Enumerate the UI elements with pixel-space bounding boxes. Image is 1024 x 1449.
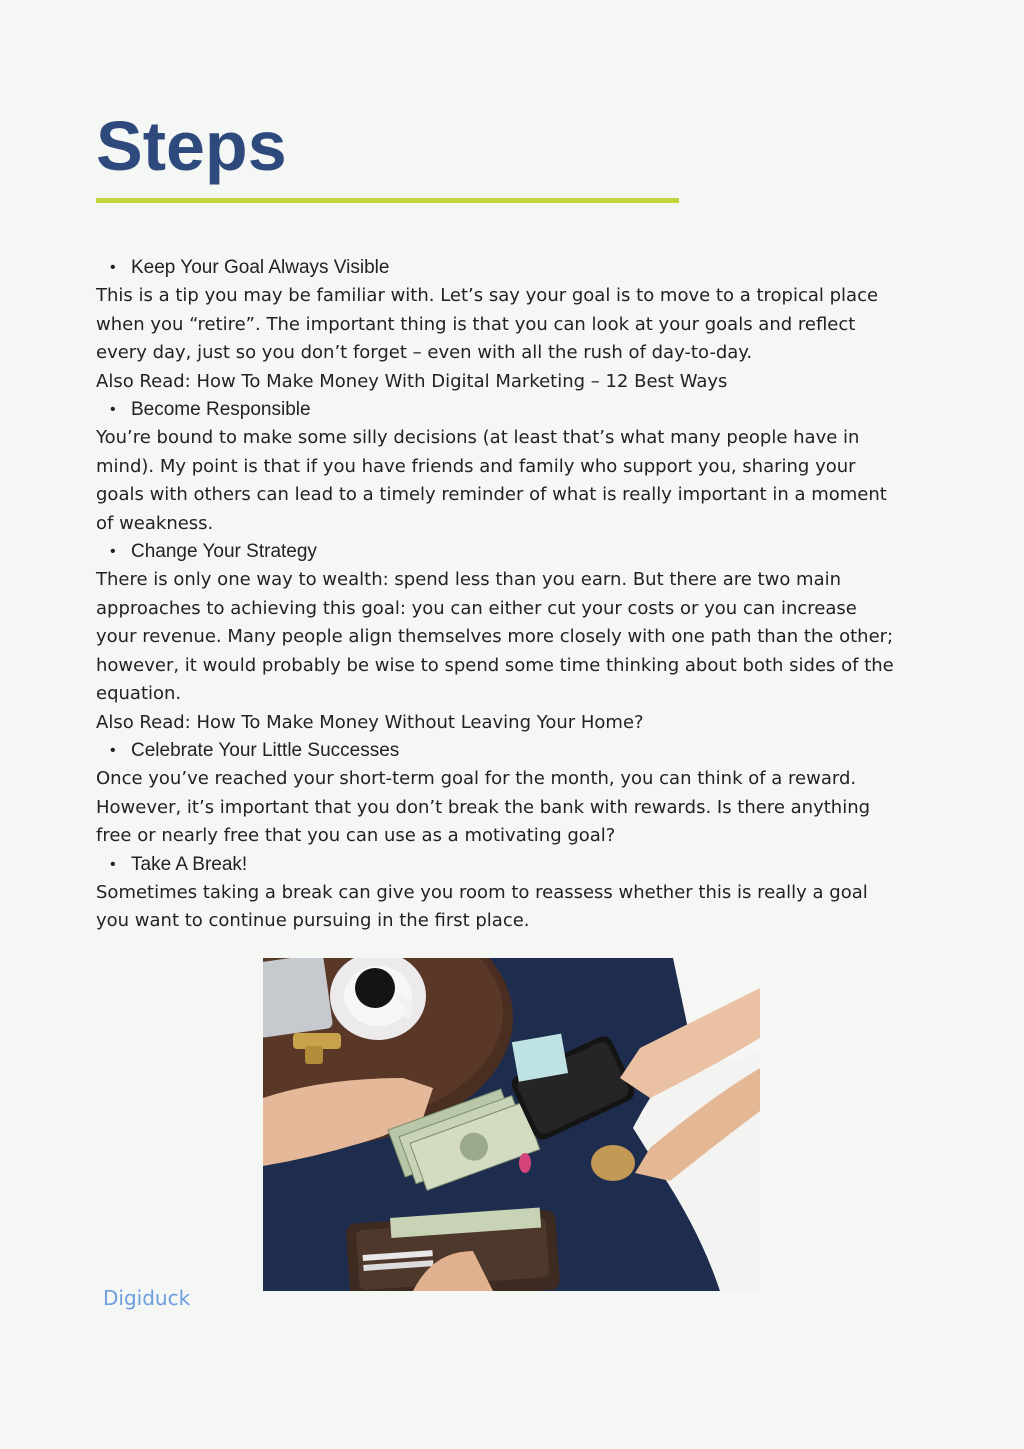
step-list (96, 538, 896, 566)
step-list (96, 851, 896, 879)
brand-label: Digiduck (103, 1286, 191, 1310)
step-heading: • Keep Your Goal Always Visible (96, 254, 896, 282)
step-list (96, 737, 896, 765)
also-read-link[interactable]: Also Read: How To Make Money With Digital Marketing – 12 Best Ways (96, 370, 728, 392)
also-read-link[interactable]: Also Read: How To Make Money Without Leaving Your Home? (96, 711, 644, 733)
article-body (96, 254, 896, 936)
step-heading: • Change Your Strategy (96, 538, 896, 566)
money-exchange-photo (263, 958, 760, 1291)
step-heading: • Become Responsible (96, 396, 896, 424)
step-paragraph: Sometimes taking a break can give you room to reassess whether this is really a goal you want to continue pursuing in the first place. (96, 881, 868, 932)
step-paragraph: This is a tip you may be familiar with. Let’s say your goal is to move to a tropical place when you “retire”. The important thing is that you can look at your goals and reflect every day, just so you don’t forget – even with all the rush of day-to-day. (96, 285, 879, 364)
step-paragraph: You’re bound to make some silly decisions (at least that’s what many people have in mind). My point is that if you have friends and family who support you, sharing your goals with others can lead to a timely reminder of what is really important in a moment of weakness. (96, 427, 887, 534)
title-underline (96, 198, 679, 203)
step-heading: • Celebrate Your Little Successes (96, 737, 896, 765)
page-title: Steps (96, 107, 287, 185)
step-paragraph: Once you’ve reached your short-term goal for the month, you can think of a reward. However, it’s important that you don’t break the bank with rewards. Is there anything free or nearly free that you can use as a motivating goal? (96, 768, 871, 847)
step-list (96, 396, 896, 424)
step-heading: • Take A Break! (96, 851, 896, 879)
step-list (96, 254, 896, 282)
step-paragraph: There is only one way to wealth: spend less than you earn. But there are two main approaches to achieving this goal: you can either cut your costs or you can increase your revenue. Many people align themselves more closely with one path than the other; however, it would probably be wise to spend some time thinking about both sides of the equation. (96, 569, 894, 705)
